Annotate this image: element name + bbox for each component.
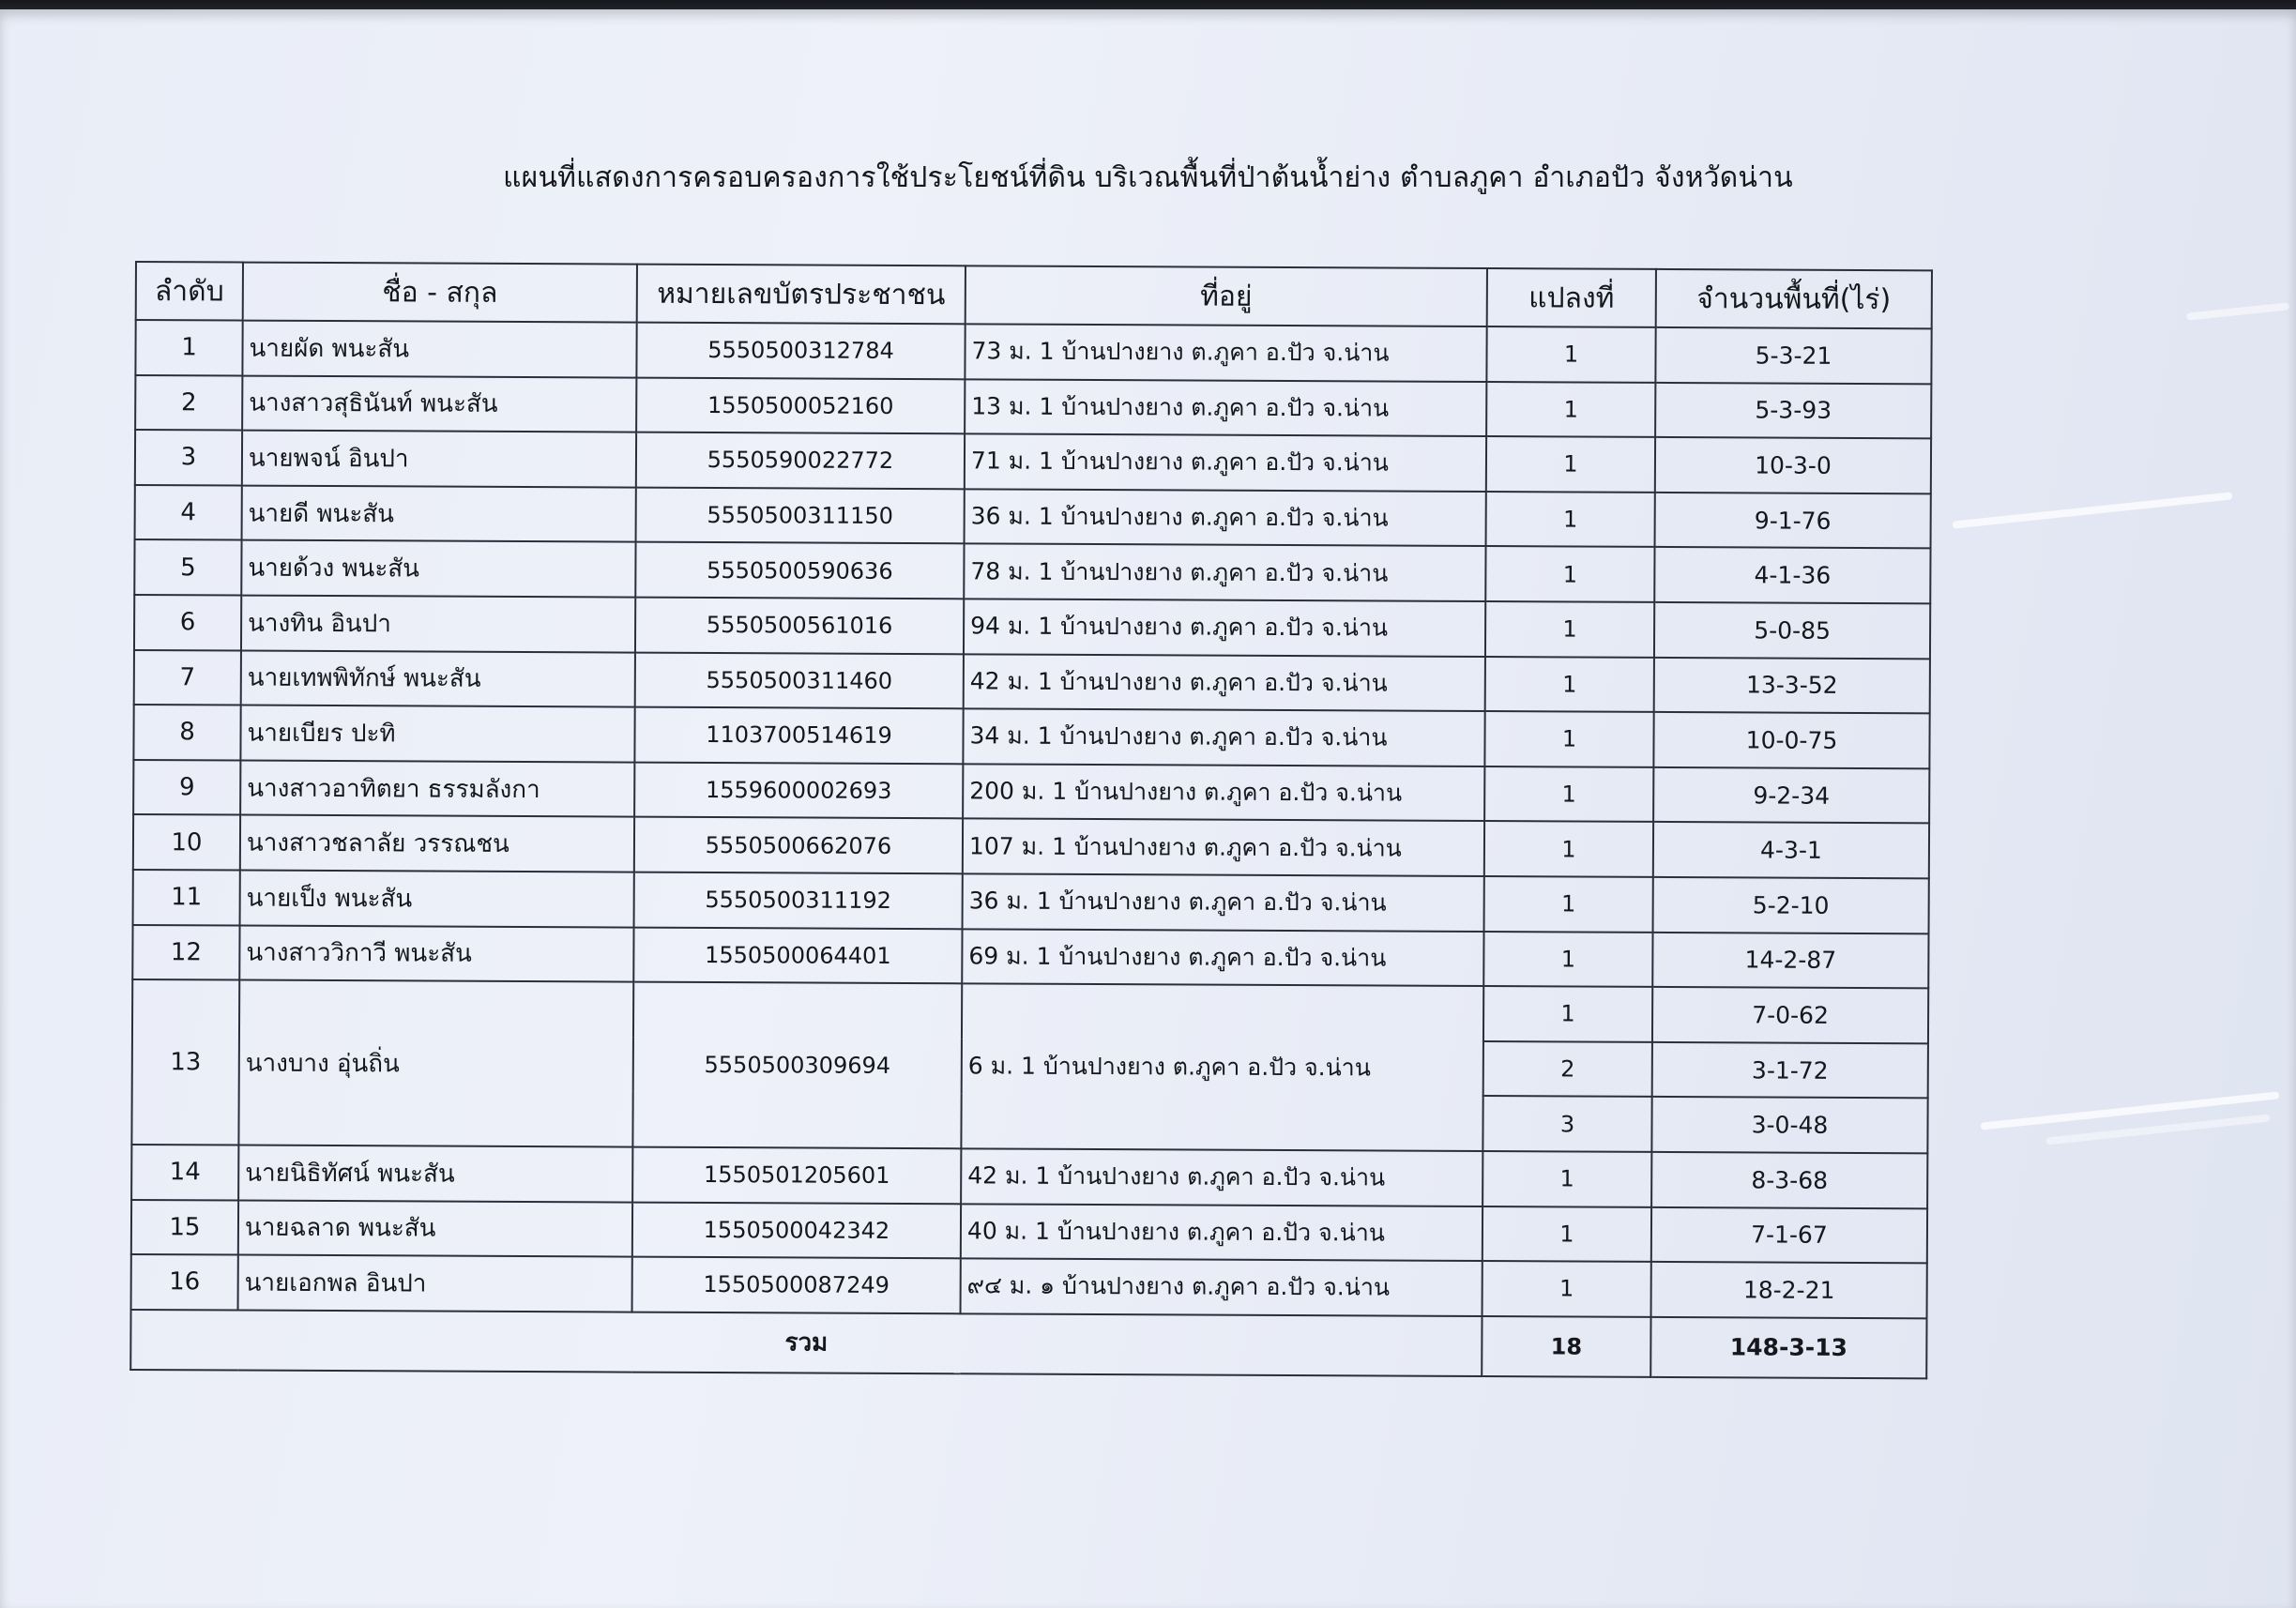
cell-no: 14 bbox=[131, 1145, 238, 1200]
col-header-no: ลำดับ bbox=[136, 262, 243, 321]
cell-no: 9 bbox=[133, 760, 240, 815]
cell-address: 34 ม. 1 บ้านปางยาง ต.ภูคา อ.ปัว จ.น่าน bbox=[963, 708, 1484, 766]
cell-area: 14-2-87 bbox=[1652, 932, 1928, 988]
cell-no: 10 bbox=[133, 814, 240, 870]
cell-no: 13 bbox=[131, 979, 239, 1145]
cell-address: 78 ม. 1 บ้านปางยาง ต.ภูคา อ.ปัว จ.น่าน bbox=[964, 544, 1485, 601]
cell-no: 8 bbox=[133, 705, 240, 760]
cell-name: นายเป็ง พนะสัน bbox=[240, 870, 634, 927]
total-plots: 18 bbox=[1482, 1316, 1650, 1377]
cell-plot: 1 bbox=[1486, 436, 1655, 492]
cell-no: 15 bbox=[131, 1199, 238, 1254]
total-area: 148-3-13 bbox=[1650, 1317, 1926, 1378]
cell-name: นายด้วง พนะสัน bbox=[241, 540, 635, 598]
cell-id: 1550500042342 bbox=[632, 1202, 961, 1258]
cell-address: 107 ม. 1 บ้านปางยาง ต.ภูคา อ.ปัว จ.น่าน bbox=[963, 819, 1484, 876]
cell-no: 5 bbox=[134, 539, 241, 595]
cell-plot: 1 bbox=[1484, 876, 1653, 932]
table-row bbox=[131, 1254, 1927, 1318]
cell-no: 1 bbox=[135, 320, 242, 375]
cell-id: 1550500052160 bbox=[636, 377, 965, 433]
cell-name: นางบาง อุ่นถิ่น bbox=[238, 980, 633, 1147]
cell-id: 1559600002693 bbox=[634, 762, 963, 818]
cell-no: 6 bbox=[134, 595, 241, 650]
cell-id: 5550500590636 bbox=[635, 542, 964, 599]
cell-name: นางทิน อินปา bbox=[241, 596, 635, 653]
cell-no: 3 bbox=[135, 430, 242, 485]
cell-address: 69 ม. 1 บ้านปางยาง ต.ภูคา อ.ปัว จ.น่าน bbox=[962, 929, 1483, 986]
col-header-address: ที่อยู่ bbox=[966, 265, 1487, 326]
cell-area: 9-2-34 bbox=[1653, 767, 1929, 824]
table-row bbox=[133, 705, 1929, 768]
cell-address: 36 ม. 1 บ้านปางยาง ต.ภูคา อ.ปัว จ.น่าน bbox=[963, 873, 1484, 931]
cell-name: นายเอกพล อินปา bbox=[238, 1255, 632, 1312]
cell-id: 1550500087249 bbox=[632, 1257, 961, 1313]
table-row bbox=[134, 650, 1930, 714]
cell-plot: 1 bbox=[1485, 657, 1654, 712]
cell-id: 1103700514619 bbox=[634, 707, 963, 764]
cell-address: 40 ม. 1 บ้านปางยาง ต.ภูคา อ.ปัว จ.น่าน bbox=[961, 1204, 1483, 1261]
table-row bbox=[135, 320, 1931, 384]
total-label: รวม bbox=[130, 1310, 1482, 1376]
cell-name: นายเบียร ปะทิ bbox=[240, 705, 634, 763]
cell-no: 4 bbox=[135, 485, 242, 540]
cell-plot: 1 bbox=[1484, 821, 1653, 876]
cell-address: ๙๔ ม. ๑ บ้านปางยาง ต.ภูคา อ.ปัว จ.น่าน bbox=[961, 1258, 1483, 1315]
col-header-name: ชื่อ - สกุล bbox=[243, 263, 637, 323]
cell-address: 71 ม. 1 บ้านปางยาง ต.ภูคา อ.ปัว จ.น่าน bbox=[965, 434, 1486, 492]
cell-name: นายผัด พนะสัน bbox=[242, 321, 636, 378]
cell-plot: 1 bbox=[1486, 326, 1655, 382]
cell-plot: 1 bbox=[1484, 711, 1653, 766]
table-row bbox=[135, 430, 1931, 493]
table-row bbox=[133, 814, 1929, 878]
table-row bbox=[133, 760, 1929, 824]
cell-area: 5-3-21 bbox=[1655, 327, 1931, 384]
table-row bbox=[134, 595, 1930, 659]
cell-name: นายเทพพิทักษ์ พนะสัน bbox=[241, 650, 635, 707]
table-row bbox=[134, 539, 1930, 603]
cell-area: 13-3-52 bbox=[1654, 657, 1930, 713]
table-row bbox=[135, 375, 1931, 439]
cell-name: นางสาวสุธินันท์ พนะสัน bbox=[242, 375, 636, 432]
cell-area: 8-3-68 bbox=[1651, 1152, 1927, 1208]
cell-no: 16 bbox=[131, 1254, 238, 1310]
cell-name: นางสาวอาทิตยา ธรรมลังกา bbox=[240, 760, 634, 817]
cell-plot: 2 bbox=[1483, 1041, 1652, 1097]
cell-id: 5550590022772 bbox=[636, 432, 965, 489]
cell-area: 9-1-76 bbox=[1655, 493, 1931, 549]
col-header-area: จำนวนพื้นที่(ไร่) bbox=[1656, 269, 1932, 328]
cell-area: 10-0-75 bbox=[1653, 712, 1929, 768]
table-row bbox=[133, 870, 1929, 933]
cell-plot: 1 bbox=[1484, 766, 1653, 822]
cell-id: 5550500311192 bbox=[634, 872, 963, 929]
cell-plot: 1 bbox=[1486, 492, 1655, 547]
cell-no: 7 bbox=[134, 650, 241, 705]
cell-area: 3-0-48 bbox=[1651, 1097, 1927, 1153]
table-row-multi-plot bbox=[132, 979, 1928, 1043]
cell-plot: 1 bbox=[1483, 1261, 1651, 1316]
cell-plot: 1 bbox=[1486, 382, 1655, 437]
col-header-plot: แปลงที่ bbox=[1487, 268, 1656, 327]
cell-area: 7-1-67 bbox=[1651, 1206, 1927, 1263]
glare-streak bbox=[2186, 302, 2289, 320]
cell-plot: 1 bbox=[1483, 1151, 1651, 1206]
cell-plot: 1 bbox=[1483, 932, 1652, 987]
cell-plot: 3 bbox=[1483, 1096, 1651, 1151]
cell-id: 5550500311460 bbox=[635, 652, 964, 708]
cell-name: นายดี พนะสัน bbox=[242, 485, 636, 542]
table-header-row bbox=[136, 262, 1932, 328]
document-title: แผนที่แสดงการครอบครองการใช้ประโยชน์ที่ดิน บริเวณพื้นที่ป่าต้นน้ำย่าง ตำบลภูคา อำเภอปัว จังหวัดน่าน bbox=[503, 161, 1793, 194]
cell-address: 42 ม. 1 บ้านปางยาง ต.ภูคา อ.ปัว จ.น่าน bbox=[964, 654, 1485, 711]
cell-address: 42 ม. 1 บ้านปางยาง ต.ภูคา อ.ปัว จ.น่าน bbox=[961, 1148, 1483, 1206]
table-total-row bbox=[130, 1310, 1926, 1378]
cell-area: 5-3-93 bbox=[1655, 383, 1931, 439]
cell-address: 6 ม. 1 บ้านปางยาง ต.ภูคา อ.ปัว จ.น่าน bbox=[961, 983, 1483, 1150]
table-row bbox=[135, 485, 1931, 549]
cell-name: นายฉลาด พนะสัน bbox=[238, 1200, 632, 1257]
land-holdings-table bbox=[129, 261, 1933, 1379]
cell-area: 5-0-85 bbox=[1654, 602, 1930, 659]
cell-address: 94 ม. 1 บ้านปางยาง ต.ภูคา อ.ปัว จ.น่าน bbox=[964, 599, 1485, 656]
cell-area: 18-2-21 bbox=[1651, 1262, 1927, 1318]
cell-address: 73 ม. 1 บ้านปางยาง ต.ภูคา อ.ปัว จ.น่าน bbox=[965, 324, 1486, 381]
cell-name: นายนิธิทัศน์ พนะสัน bbox=[238, 1145, 632, 1202]
cell-area: 7-0-62 bbox=[1652, 987, 1928, 1043]
table-row bbox=[131, 1199, 1927, 1263]
cell-no: 11 bbox=[133, 870, 240, 925]
cell-address: 13 ม. 1 บ้านปางยาง ต.ภูคา อ.ปัว จ.น่าน bbox=[965, 379, 1486, 436]
cell-name: นางสาววิกาวี พนะสัน bbox=[239, 925, 633, 982]
cell-id: 5550500309694 bbox=[632, 982, 962, 1148]
cell-area: 4-3-1 bbox=[1653, 822, 1929, 878]
table-row bbox=[131, 1145, 1927, 1208]
cell-id: 5550500662076 bbox=[634, 817, 963, 873]
cell-id: 1550500064401 bbox=[633, 927, 962, 983]
cell-id: 5550500561016 bbox=[635, 598, 964, 654]
cell-id: 1550501205601 bbox=[632, 1147, 961, 1204]
cell-area: 4-1-36 bbox=[1654, 547, 1930, 603]
cell-plot: 1 bbox=[1485, 601, 1654, 657]
glare-streak bbox=[1952, 492, 2232, 528]
table-row bbox=[132, 925, 1928, 989]
cell-address: 200 ม. 1 บ้านปางยาง ต.ภูคา อ.ปัว จ.น่าน bbox=[963, 764, 1484, 821]
cell-plot: 1 bbox=[1485, 546, 1654, 601]
cell-address: 36 ม. 1 บ้านปางยาง ต.ภูคา อ.ปัว จ.น่าน bbox=[965, 489, 1486, 546]
cell-no: 12 bbox=[132, 925, 239, 980]
cell-no: 2 bbox=[135, 375, 242, 431]
cell-area: 3-1-72 bbox=[1652, 1042, 1928, 1099]
cell-name: นายพจน์ อินปา bbox=[242, 431, 636, 488]
col-header-id: หมายเลขบัตรประชาชน bbox=[637, 265, 966, 325]
cell-area: 5-2-10 bbox=[1653, 877, 1929, 933]
cell-id: 5550500311150 bbox=[636, 487, 965, 543]
cell-area: 10-3-0 bbox=[1655, 437, 1931, 493]
cell-plot: 1 bbox=[1483, 986, 1652, 1041]
cell-plot: 1 bbox=[1483, 1206, 1651, 1262]
cell-id: 5550500312784 bbox=[636, 323, 965, 379]
cell-name: นางสาวชลาลัย วรรณชน bbox=[240, 815, 634, 872]
